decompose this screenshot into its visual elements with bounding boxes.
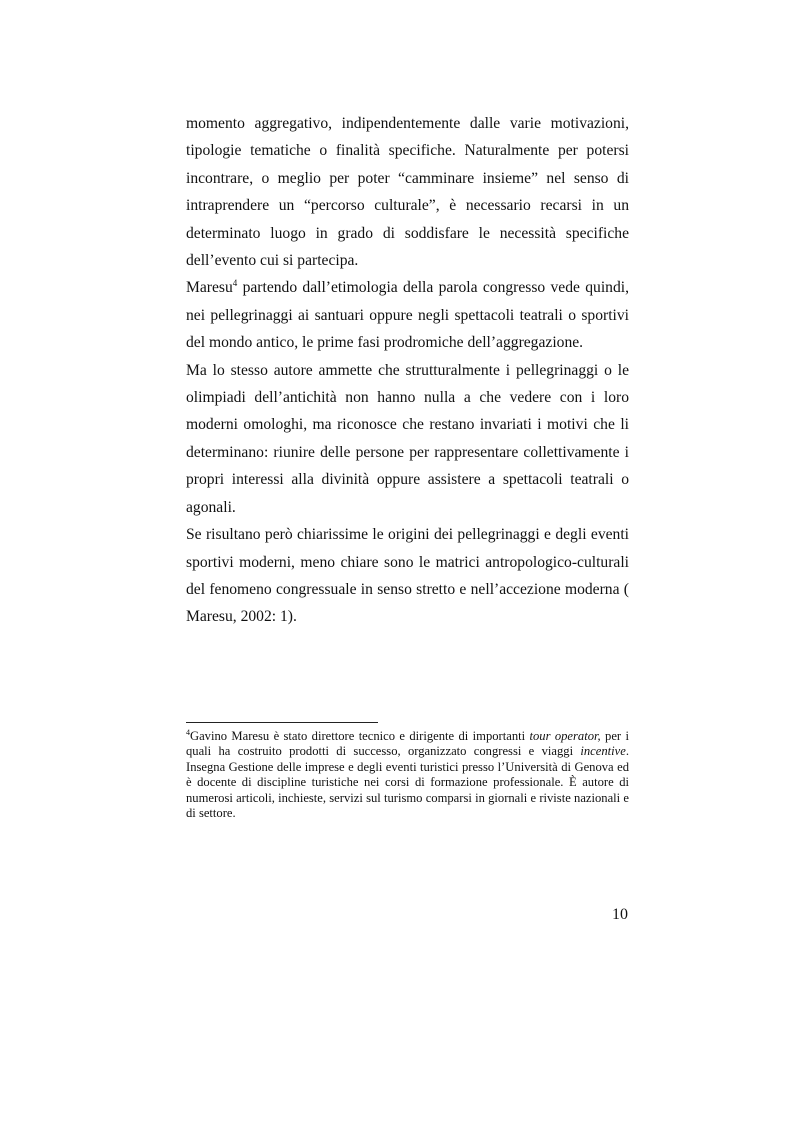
footnote-divider: [186, 722, 378, 723]
paragraph-4: [186, 521, 629, 631]
footnote-italic-b: incentive: [580, 744, 626, 759]
footnote-number: 4: [186, 728, 190, 737]
body-text: [186, 110, 629, 631]
footnote: [186, 729, 629, 821]
footnote-text-b: per i quali ha costruito prodotti di successo, organizzato congressi e viaggi: [186, 729, 629, 759]
paragraph-3: [186, 357, 629, 521]
paragraph-2: [186, 274, 629, 356]
paragraph-2-author: Maresu: [186, 279, 233, 297]
footnote-italic-a: tour operator,: [529, 729, 601, 743]
page-number: 10: [612, 906, 628, 923]
paragraph-1: [186, 110, 629, 274]
paragraph-1-text: momento aggregativo, indipendentemente dalle varie motivazioni, tipologie tematiche o finalità specifiche. Naturalmente per potersi incontrare, o meglio per poter “camminare insieme” nel senso di intraprendere un “percorso culturale”, è necessario recarsi in un determinato luogo in grado di soddisfare le necessità specifiche dell’evento cui si partecipa.: [186, 115, 629, 270]
footnote-reference[interactable]: 4: [232, 278, 238, 289]
paragraph-4-text: Se risultano però chiarissime le origini dei pellegrinaggi e degli eventi sportivi moderni, meno chiare sono le matrici antropologico-culturali del fenomeno congressuale in senso stretto e nell’accezione moderna ( Maresu, 2002: 1).: [186, 526, 629, 626]
footnote-text-c: . Insegna Gestione delle imprese e degli eventi turistici presso l’Università di Genova ed è docente di discipline turistiche nei corsi di formazione professionale. È autore di numerosi articoli, inchieste, servizi sul turismo comparsi in giornali e riviste nazionali e di settore.: [186, 744, 629, 821]
paragraph-2-text: partendo dall’etimologia della parola congresso vede quindi, nei pellegrinaggi ai santuari oppure negli spettacoli teatrali o sportivi del mondo antico, le prime fasi prodromiche dell’aggregazione.: [186, 279, 629, 352]
paragraph-3-text: Ma lo stesso autore ammette che strutturalmente i pellegrinaggi o le olimpiadi dell’antichità non hanno nulla a che vedere con i loro moderni omologhi, ma riconosce che restano invariati i motivi che li determinano: riunire delle persone per rappresentare collettivamente i propri interessi alla divinità oppure assistere a spettacoli teatrali o agonali.: [186, 361, 629, 516]
footnote-text-a: Gavino Maresu è stato direttore tecnico e dirigente di importanti: [190, 729, 530, 743]
